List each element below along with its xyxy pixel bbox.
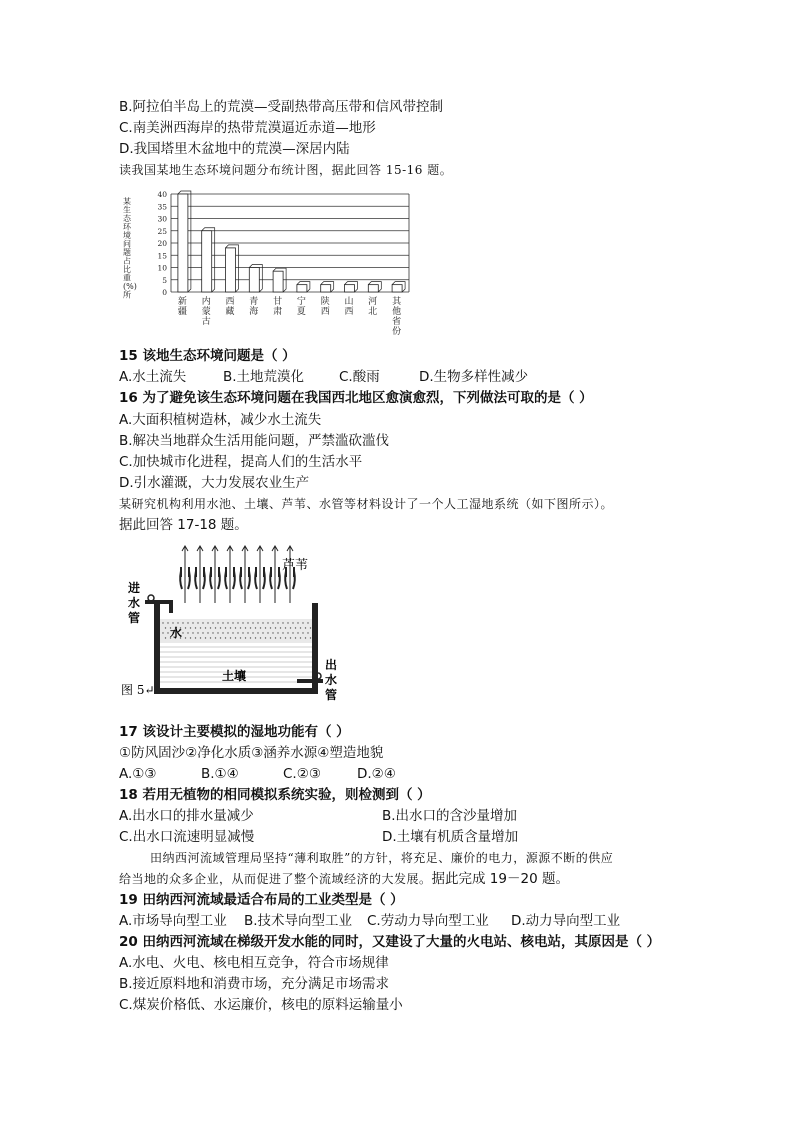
x-tick-label-char: 青 <box>249 297 259 307</box>
q14-option-d: D.我国塔里木盆地中的荒漠—深居内陆 <box>119 141 350 157</box>
water-dot <box>205 637 206 638</box>
q20-option-b: B.接近原料地和消费市场，充分满足市场需求 <box>119 976 390 992</box>
water-dot <box>252 622 253 623</box>
q15-option-c: C.酸雨 <box>339 369 380 385</box>
water-dot <box>290 637 291 638</box>
x-tick-label-char: 份 <box>392 327 402 337</box>
water-dot <box>212 632 213 633</box>
inlet-label-2: 水 <box>128 596 141 610</box>
q18-option-c: C.出水口流速明显减慢 <box>119 829 255 845</box>
water-dot <box>307 622 308 623</box>
water-dot <box>295 627 296 628</box>
water-dot <box>277 622 278 623</box>
water-dot <box>202 632 203 633</box>
y-tick-label: 15 <box>157 251 167 261</box>
q15-option-d: D.生物多样性减少 <box>419 369 529 385</box>
water-dot <box>197 632 198 633</box>
water-dot <box>210 627 211 628</box>
q17-options <box>119 765 519 783</box>
water-dot <box>222 622 223 623</box>
x-tick-label-char: 古 <box>201 317 211 327</box>
water-dot <box>257 622 258 623</box>
water-dot <box>300 637 301 638</box>
outlet-label-2: 水 <box>325 673 338 687</box>
q20-option-c: C.煤炭价格低、水运廉价，核电的原料运输量小 <box>119 997 403 1013</box>
q20-option-a: A.水电、火电、核电相互竞争，符合市场规律 <box>119 955 389 971</box>
water-dot <box>247 622 248 623</box>
water-dot <box>270 637 271 638</box>
water-dot <box>217 632 218 633</box>
x-tick-label-char: 其 <box>392 297 402 307</box>
bar <box>321 285 331 292</box>
water-dot <box>262 622 263 623</box>
water-dot <box>242 622 243 623</box>
x-tick-label-char: 山 <box>344 297 354 307</box>
x-tick-label-char: 陕 <box>320 297 330 307</box>
x-tick-label-char: 他 <box>392 307 402 317</box>
water-dot <box>245 637 246 638</box>
q16-stem: 16 为了避免该生态环境问题在我国西北地区愈演愈烈，下列做法可取的是（ ） <box>119 390 593 406</box>
bar <box>202 231 212 292</box>
intro-17-18-line2: 据此回答 17-18 题。 <box>119 517 248 533</box>
q16-option-b: B.解决当地群众生活用能问题，严禁滥砍滥伐 <box>119 433 390 449</box>
water-dot <box>192 632 193 633</box>
water-dot <box>217 622 218 623</box>
water-dot <box>237 632 238 633</box>
q17-option-a: A.①③ <box>119 766 157 782</box>
x-tick-label-char: 新 <box>177 297 187 307</box>
outlet-label-1: 出 <box>325 658 338 672</box>
water-dot <box>297 622 298 623</box>
q16-option-a: A.大面积植树造林，减少水土流失 <box>119 412 322 428</box>
water-dot <box>275 637 276 638</box>
q15-option-b: B.土地荒漠化 <box>223 369 305 385</box>
y-axis-label-char: 重 <box>123 273 131 283</box>
water-dot <box>310 637 311 638</box>
water-dot <box>282 632 283 633</box>
y-tick-label: 20 <box>157 239 167 248</box>
bar <box>297 285 307 292</box>
intro-19-20-line2 <box>119 870 569 888</box>
water-dot <box>242 632 243 633</box>
q19-options <box>119 912 679 930</box>
water-dot <box>167 622 168 623</box>
bar <box>392 285 402 292</box>
water-dot <box>205 627 206 628</box>
water-dot <box>255 637 256 638</box>
q15-option-a: A.水土流失 <box>119 369 187 385</box>
y-tick-label: 40 <box>157 190 167 199</box>
water-dot <box>277 632 278 633</box>
water-dot <box>252 632 253 633</box>
y-axis-label-char: 境 <box>123 231 131 240</box>
q14-option-c: C.南美洲西海岸的热带荒漠逼近赤道—地形 <box>119 120 376 136</box>
water-dot <box>287 622 288 623</box>
water-dot <box>195 637 196 638</box>
x-tick-label-char: 西 <box>225 297 235 307</box>
water-dot <box>172 622 173 623</box>
chart-x-labels <box>178 295 402 337</box>
water-dot <box>250 637 251 638</box>
water-dot <box>200 637 201 638</box>
y-axis-label-char: 占 <box>123 256 131 266</box>
x-tick-label-char: 甘 <box>273 297 283 307</box>
q14-option-b: B.阿拉伯半岛上的荒漠—受副热带高压带和信风带控制 <box>119 99 444 115</box>
x-tick-label-char: 河 <box>368 297 378 307</box>
water-dot <box>232 622 233 623</box>
y-axis-label-char: 所 <box>123 290 131 300</box>
water-dot <box>232 632 233 633</box>
water-dot <box>270 627 271 628</box>
y-axis-label-char: 比 <box>123 265 131 274</box>
bar <box>249 268 259 293</box>
water-dot <box>267 622 268 623</box>
water-dot <box>227 632 228 633</box>
figure-number: 图 5↵ <box>121 683 155 697</box>
q18-option-a: A.出水口的排水量减少 <box>119 808 254 824</box>
reed-label: 芦苇 <box>282 558 309 573</box>
water-dot <box>192 622 193 623</box>
water-dot <box>240 627 241 628</box>
water-dot <box>187 632 188 633</box>
water-dot <box>292 622 293 623</box>
x-tick-label-char: 疆 <box>177 307 187 317</box>
bar <box>226 248 236 292</box>
water-dot <box>247 632 248 633</box>
water-dot <box>295 637 296 638</box>
y-axis-label-char: (%) <box>123 282 137 291</box>
x-tick-label-char: 夏 <box>296 307 306 317</box>
y-axis-label-char: 问 <box>123 239 131 249</box>
water-dot <box>297 632 298 633</box>
intro-15-16: 读我国某地生态环境问题分布统计图，据此回答 15-16 题。 <box>119 163 453 177</box>
q19-option-d: D.动力导向型工业 <box>511 913 621 929</box>
water-dot <box>187 622 188 623</box>
water-dot <box>280 627 281 628</box>
water-dot <box>287 632 288 633</box>
q20-stem: 20 田纳西河流域在梯级开发水能的同时，又建设了大量的火电站、核电站，其原因是（ ） <box>119 934 661 950</box>
chart-y-axis-label <box>123 196 137 300</box>
water-dot <box>230 627 231 628</box>
water-dot <box>185 627 186 628</box>
water-dot <box>212 622 213 623</box>
water-dot <box>215 627 216 628</box>
x-tick-label-char: 宁 <box>296 297 306 307</box>
intro-19-20-line1: 田纳西河流域管理局坚持“薄利取胜”的方针，将充足、廉价的电力，源源不断的供应 <box>150 851 614 865</box>
water-dot <box>220 627 221 628</box>
x-tick-label-char: 西 <box>344 307 354 317</box>
soil-label: 土壤 <box>222 669 247 683</box>
x-tick-label-char: 海 <box>249 307 259 317</box>
ecology-problem-bar-chart <box>119 186 419 341</box>
y-axis-label-char: 态 <box>123 214 131 223</box>
intro-19-20-text: 给当地的众多企业，从而促进了整个流域经济的大发展。 <box>119 872 432 886</box>
x-tick-label-char: 西 <box>320 307 330 317</box>
q18-stem: 18 若用无植物的相同模拟系统实验，则检测到（ ） <box>119 787 431 803</box>
x-tick-label-char: 蒙 <box>201 307 211 317</box>
water-dot <box>182 622 183 623</box>
y-tick-label: 10 <box>157 263 167 273</box>
water-dot <box>237 622 238 623</box>
water-dot <box>197 622 198 623</box>
y-axis-label-char: 题 <box>123 248 131 257</box>
water-dot <box>290 627 291 628</box>
x-tick-label-char: 内 <box>201 297 211 307</box>
water-dot <box>195 627 196 628</box>
q18-options-row1 <box>119 807 679 825</box>
water-dot <box>177 622 178 623</box>
water-dot <box>275 627 276 628</box>
water-dot <box>225 637 226 638</box>
y-tick-label: 5 <box>162 275 167 285</box>
q18-options-row2 <box>119 828 679 846</box>
q16-option-d: D.引水灌溉，大力发展农业生产 <box>119 475 310 491</box>
water-dot <box>300 627 301 628</box>
water-dot <box>167 632 168 633</box>
water-dot <box>260 637 261 638</box>
water-dot <box>307 632 308 633</box>
water-dot <box>207 632 208 633</box>
q19-option-b: B.技术导向型工业 <box>244 913 353 929</box>
water-dot <box>230 637 231 638</box>
water-dot <box>245 627 246 628</box>
water-dot <box>265 637 266 638</box>
q19-option-a: A.市场导向型工业 <box>119 913 227 929</box>
intro-19-20-range: 据此完成 19－20 题。 <box>431 871 569 887</box>
intro-17-18-line1: 某研究机构利用水池、土壤、芦苇、水管等材料设计了一个人工湿地系统（如下图所示）。 <box>119 497 614 511</box>
y-axis-label-char: 生 <box>123 205 131 215</box>
bar <box>178 194 188 292</box>
water-dot <box>222 632 223 633</box>
q17-option-b: B.①④ <box>201 766 239 782</box>
water-dot <box>285 637 286 638</box>
water-dot <box>235 627 236 628</box>
water-dot <box>235 637 236 638</box>
y-axis-label-char: 某 <box>123 197 131 206</box>
inlet-label-3: 管 <box>128 611 141 625</box>
y-tick-label: 25 <box>157 226 167 236</box>
q19-stem: 19 田纳西河流域最适合布局的工业类型是（ ） <box>119 892 404 908</box>
water-dot <box>215 637 216 638</box>
x-tick-label-char: 肃 <box>273 307 283 317</box>
y-axis-label-char: 环 <box>123 222 131 232</box>
water-dot <box>182 632 183 633</box>
water-dot <box>190 637 191 638</box>
q15-stem: 15 该地生态环境问题是（ ） <box>119 348 296 364</box>
y-tick-label: 35 <box>157 202 167 212</box>
water-dot <box>280 637 281 638</box>
x-tick-label-char: 藏 <box>225 307 235 317</box>
q18-option-d: D.土壤有机质含量增加 <box>382 829 519 845</box>
water-dot <box>202 622 203 623</box>
y-tick-label: 30 <box>157 214 167 224</box>
water-dot <box>255 627 256 628</box>
inlet-label-1: 进 <box>128 581 141 595</box>
q19-option-c: C.劳动力导向型工业 <box>367 913 489 929</box>
q18-option-b: B.出水口的含沙量增加 <box>382 808 518 824</box>
water-dot <box>282 622 283 623</box>
water-dot <box>225 627 226 628</box>
water-dot <box>310 627 311 628</box>
water-dot <box>302 632 303 633</box>
x-tick-label-char: 省 <box>392 317 402 327</box>
bar <box>273 271 283 292</box>
water-dot <box>272 632 273 633</box>
water-dot <box>207 622 208 623</box>
water-dot <box>272 622 273 623</box>
water-dot <box>162 632 163 633</box>
water-dot <box>292 632 293 633</box>
water-dot <box>250 627 251 628</box>
q17-option-d: D.②④ <box>357 766 396 782</box>
y-tick-label: 0 <box>162 288 167 297</box>
water-dot <box>190 627 191 628</box>
water-dot <box>267 632 268 633</box>
water-dot <box>262 632 263 633</box>
water-dot <box>305 637 306 638</box>
artificial-wetland-diagram <box>119 541 359 701</box>
chart-y-ticks <box>157 190 167 297</box>
q15-options <box>119 368 679 386</box>
water-dot <box>210 637 211 638</box>
water-label: 水 <box>170 626 183 640</box>
water-dot <box>305 627 306 628</box>
q17-option-c: C.②③ <box>283 766 321 782</box>
water-dot <box>200 627 201 628</box>
x-tick-label-char: 北 <box>368 307 378 317</box>
water-dot <box>265 627 266 628</box>
water-dot <box>220 637 221 638</box>
outlet-label-3: 管 <box>325 688 338 701</box>
water-dot <box>165 637 166 638</box>
water-dot <box>257 632 258 633</box>
water-dot <box>302 622 303 623</box>
bar <box>368 285 378 292</box>
water-dot <box>227 622 228 623</box>
q16-option-c: C.加快城市化进程，提高人们的生活水平 <box>119 454 363 470</box>
bar <box>345 285 355 292</box>
water-dot <box>165 627 166 628</box>
water-dot <box>185 637 186 638</box>
water-dot <box>240 637 241 638</box>
q17-stem: 17 该设计主要模拟的湿地功能有（ ） <box>119 724 350 740</box>
q17-items: ①防风固沙②净化水质③涵养水源④塑造地貌 <box>119 745 384 761</box>
water-dot <box>260 627 261 628</box>
water-dot <box>162 622 163 623</box>
water-dot <box>285 627 286 628</box>
